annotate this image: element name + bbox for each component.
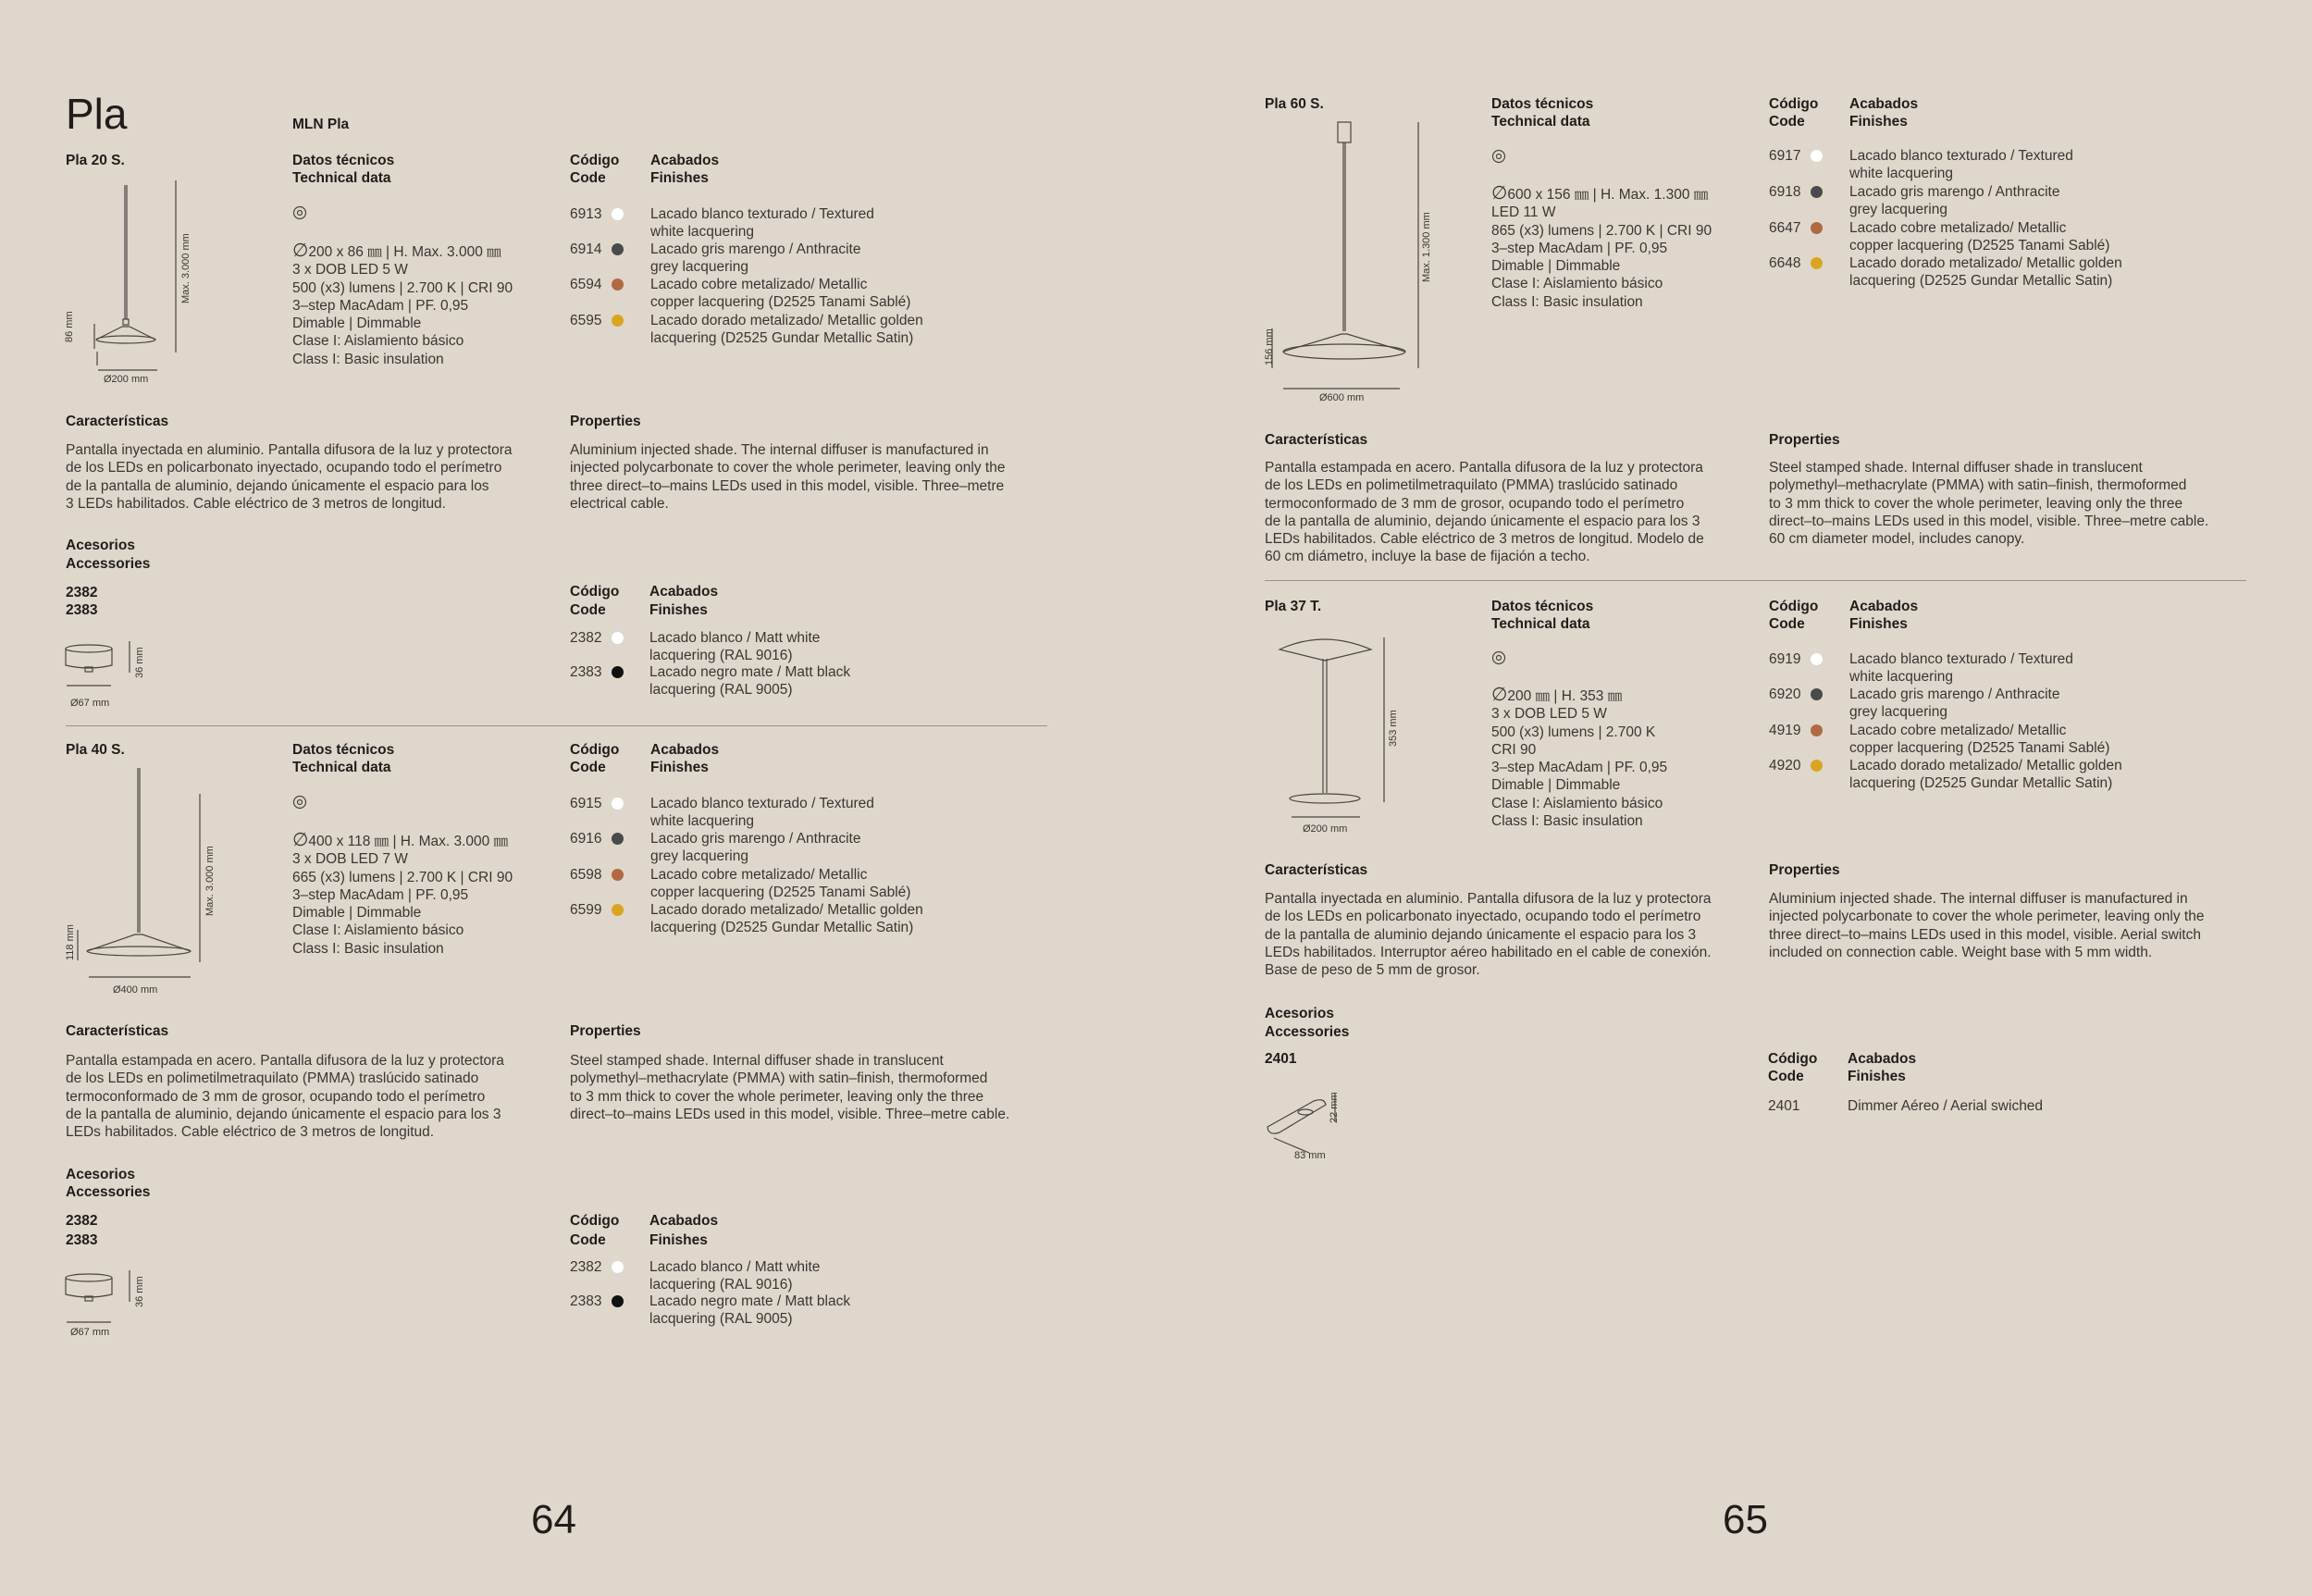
accessories-title-en: Accessories [66, 556, 151, 572]
characteristics-title: Características [66, 414, 169, 429]
accessories-title-es: Acesorios [66, 538, 135, 553]
color-swatch-copper [1811, 724, 1823, 736]
tech-line-dimensions: ∅200 x 86 ㎜ | H. Max. 3.000 ㎜ [292, 241, 501, 261]
tech-line: 3–step MacAdam | PF. 0,95 [292, 297, 469, 314]
tech-line: Clase I: Aislamiento básico [1491, 276, 1663, 292]
finish-header-en: Finishes [650, 760, 709, 775]
page-title: Pla [66, 90, 128, 138]
code-header-es: Código [570, 153, 620, 168]
tech-title-es: Datos técnicos [1491, 96, 1594, 112]
color-swatch-white [612, 798, 624, 810]
characteristics-text: Pantalla inyectada en aluminio. Pantalla difusora de la luz y protectora de los LEDs en policarbonato inyectado, ocupando todo el perímetro de la pantalla de aluminio, dejando únicamente el espacio para los 3 LEDs habilitados. Cable eléctrico de 3 metros de longitud. [66, 442, 513, 512]
product-name-pla37: Pla 37 T. [1265, 599, 1322, 614]
finish-header-en: Finishes [650, 170, 709, 186]
tech-line: Clase I: Aislamiento básico [1491, 795, 1663, 811]
tech-title-en: Technical data [1491, 114, 1590, 130]
color-swatch-copper [1811, 222, 1823, 234]
properties-title: Properties [570, 1023, 641, 1039]
dimmable-icon [1491, 149, 1506, 164]
dim-diameter: Ø67 mm [70, 698, 110, 709]
accessory-code: 2382 [66, 1213, 98, 1229]
color-swatch-copper [612, 869, 624, 881]
tech-line: Dimable | Dimmable [292, 315, 422, 332]
color-swatch-gold [1811, 760, 1823, 772]
tech-line: Class I: Basic insulation [292, 351, 444, 367]
series-name: MLN Pla [292, 117, 350, 132]
tech-title-es: Datos técnicos [292, 742, 395, 758]
dim-max: Max. 3.000 mm [180, 233, 192, 303]
tech-line: Dimable | Dimmable [292, 905, 422, 922]
tech-line: Dimable | Dimmable [1491, 777, 1621, 794]
finish-header-es: Acabados [1849, 599, 1919, 614]
dim-diameter: Ø600 mm [1319, 392, 1365, 403]
code-header-en: Code [570, 1232, 606, 1248]
tech-title-es: Datos técnicos [292, 153, 395, 168]
tech-title-es: Datos técnicos [1491, 599, 1594, 614]
color-swatch-grey [612, 243, 624, 255]
tech-line: 500 (x3) lumens | 2.700 K | CRI 90 [292, 279, 513, 296]
dim-height: 86 mm [64, 311, 75, 342]
tech-line: Class I: Basic insulation [1491, 813, 1643, 830]
finish-header-en: Finishes [649, 602, 708, 618]
dim-height: 36 mm [134, 1276, 145, 1307]
tech-data-pla20 [292, 242, 513, 368]
code-header-en: Code [570, 170, 606, 186]
tech-line: 865 (x3) lumens | 2.700 K | CRI 90 [1491, 222, 1712, 239]
accessories-title-es: Acesorios [66, 1167, 135, 1182]
color-swatch-white [612, 632, 624, 644]
properties-title: Properties [1769, 862, 1840, 878]
characteristics-title: Características [1265, 432, 1368, 448]
color-swatch-grey [612, 833, 624, 845]
divider [1265, 580, 2246, 581]
page-number: 64 [531, 1497, 576, 1542]
properties-text: Steel stamped shade. Internal diffuser shade in translucent polymethyl–methacrylate (PMMA) with satin–finish, thermoformed to 3 mm thick to cover the whole perimeter, leaving only the three direct–to–mains LEDs used in this model, visible. Three–metre cable. [570, 1053, 1010, 1122]
color-swatch-gold [1811, 257, 1823, 269]
tech-line-dimensions: ∅200 ㎜ | H. 353 ㎜ [1491, 685, 1623, 705]
dim-max: Max. 3.000 mm [204, 846, 216, 916]
color-swatch-black [612, 1295, 624, 1307]
color-swatch-grey [1811, 186, 1823, 198]
tech-line: Class I: Basic insulation [292, 940, 444, 957]
color-swatch-gold [612, 904, 624, 916]
tech-line: 3 x DOB LED 5 W [292, 262, 408, 278]
tech-line-dimensions: ∅600 x 156 ㎜ | H. Max. 1.300 ㎜ [1491, 183, 1709, 204]
code-header-en: Code [1769, 114, 1805, 130]
dim-diameter: Ø400 mm [113, 984, 158, 996]
code-header-en: Code [570, 760, 606, 775]
code-header-es: Código [1768, 1051, 1818, 1067]
tech-line: 3–step MacAdam | PF. 0,95 [1491, 760, 1668, 776]
diameter-icon: ∅ [1491, 183, 1508, 204]
finish-header-en: Finishes [1849, 114, 1908, 130]
page-number: 65 [1723, 1497, 1768, 1542]
dim-height: 22 mm [1329, 1092, 1340, 1123]
tech-line: 3 x DOB LED 5 W [1491, 706, 1607, 723]
accessory-code: 2382 [66, 585, 98, 600]
accessories-title-en: Accessories [66, 1184, 151, 1200]
properties-title: Properties [1769, 432, 1840, 448]
characteristics-title: Características [1265, 862, 1368, 878]
finish-header-es: Acabados [650, 153, 720, 168]
pla20-drawing [56, 180, 194, 389]
tech-line: LED 11 W [1491, 204, 1556, 221]
characteristics-title: Características [66, 1023, 169, 1039]
color-swatch-white [1811, 653, 1823, 665]
finish-header-es: Acabados [649, 1213, 719, 1229]
properties-text: Aluminium injected shade. The internal diffuser is manufactured in injected polycarbonate to cover the whole perimeter, leaving only the three direct–to–mains LEDs used in this model, visible. Aerial switch included on connection cable. Weight base with 5 mm width. [1769, 891, 2205, 960]
diameter-icon: ∅ [1491, 685, 1508, 705]
dim-height: 156 mm [1264, 328, 1275, 365]
tech-line: 500 (x3) lumens | 2.700 K [1491, 724, 1656, 740]
dim-diameter: Ø200 mm [1303, 823, 1348, 835]
finish-header-es: Acabados [649, 584, 719, 600]
code-header-es: Código [570, 742, 620, 758]
tech-data-pla60 [1491, 185, 1712, 311]
finish-header-en: Finishes [1848, 1069, 1906, 1084]
characteristics-text: Pantalla inyectada en aluminio. Pantalla difusora de la luz y protectora de los LEDs en policarbonato inyectado, ocupando todo el perímetro de la pantalla de aluminio dejando únicamente el espacio para los 3 LEDs habilitados. Interruptor aéreo habilitado en el cable de conexión. Base de peso de 5 mm de grosor. [1265, 891, 1712, 979]
product-name-pla20: Pla 20 S. [66, 153, 125, 168]
tech-line: Clase I: Aislamiento básico [292, 333, 464, 350]
tech-line: 3 x DOB LED 7 W [292, 851, 408, 868]
code-header-en: Code [570, 602, 606, 618]
finish-header-es: Acabados [650, 742, 720, 758]
tech-data-pla37 [1491, 687, 1667, 830]
accessories-title-en: Accessories [1265, 1024, 1350, 1040]
properties-title: Properties [570, 414, 641, 429]
dimmable-icon [292, 795, 307, 810]
properties-text: Aluminium injected shade. The internal diffuser is manufactured in injected polycarbonate to cover the whole perimeter, leaving only the three direct–to–mains LEDs used in this model, visible. Three–metre electrical cable. [570, 442, 1006, 512]
tech-title-en: Technical data [1491, 616, 1590, 632]
product-name-pla40: Pla 40 S. [66, 742, 125, 758]
color-swatch-grey [1811, 688, 1823, 700]
accessories-title-es: Acesorios [1265, 1006, 1334, 1021]
code-header-en: Code [1768, 1069, 1804, 1084]
pla40-drawing [56, 768, 213, 981]
code-header-en: Code [1769, 616, 1805, 632]
dim-height: 36 mm [134, 647, 145, 678]
divider [66, 725, 1047, 726]
color-swatch-white [1811, 150, 1823, 162]
dim-diameter: Ø67 mm [70, 1327, 110, 1338]
tech-line: 3–step MacAdam | PF. 0,95 [292, 886, 469, 903]
dim-length: 83 mm [1294, 1150, 1326, 1161]
tech-line: Class I: Basic insulation [1491, 293, 1643, 310]
tech-line: Dimable | Dimmable [1491, 258, 1621, 275]
dimmer-drawing [1263, 1092, 1355, 1157]
product-name-pla60: Pla 60 S. [1265, 96, 1324, 112]
properties-text: Steel stamped shade. Internal diffuser shade in translucent polymethyl–methacrylate (PMMA) with satin–finish, thermoformed to 3 mm thick to cover the whole perimeter, leaving only the three direct–to–mains LEDs used in this model, visible. Three–metre cable. 60 cm diameter model, includes canopy. [1769, 460, 2209, 548]
dim-height: 353 mm [1388, 710, 1399, 747]
dimmable-icon [1491, 650, 1506, 665]
color-swatch-black [612, 666, 624, 678]
tech-title-en: Technical data [292, 170, 391, 186]
color-swatch-white [612, 1261, 624, 1273]
tech-line: 665 (x3) lumens | 2.700 K | CRI 90 [292, 869, 513, 885]
tech-line: CRI 90 [1491, 741, 1537, 758]
tech-title-en: Technical data [292, 760, 391, 775]
characteristics-text: Pantalla estampada en acero. Pantalla difusora de la luz y protectora de los LEDs en polimetilmetraquilato (PMMA) traslúcido satinado termoconformado de 3 mm de grosor, ocupando todo el perímetro de la pantalla de aluminio, dejando únicamente el espacio para los 3 LEDs habilitados. Cable eléctrico de 3 metros de longitud. Modelo de 60 cm diámetro, incluye la base de fijación a techo. [1265, 460, 1704, 565]
dim-height: 118 mm [65, 924, 76, 960]
code-header-es: Código [570, 584, 620, 600]
tech-line-dimensions: ∅400 x 118 ㎜ | H. Max. 3.000 ㎜ [292, 830, 509, 850]
finish-header-es: Acabados [1849, 96, 1919, 112]
characteristics-text: Pantalla estampada en acero. Pantalla difusora de la luz y protectora de los LEDs en polimetilmetraquilato (PMMA) traslúcido satinado termoconformado de 3 mm de grosor, ocupando todo el perímetro de la pantalla de aluminio, dejando únicamente el espacio para los 3 LEDs habilitados. Cable eléctrico de 3 metros de longitud. [66, 1053, 504, 1141]
accessory-code: 2383 [66, 602, 98, 618]
code-header-es: Código [1769, 96, 1819, 112]
tech-line: 3–step MacAdam | PF. 0,95 [1491, 240, 1668, 256]
code-header-es: Código [570, 1213, 620, 1229]
accessory-code: 2401 [1265, 1051, 1297, 1067]
dim-max: Max. 1.300 mm [1421, 212, 1432, 282]
diameter-icon: ∅ [292, 830, 309, 850]
tech-line: Clase I: Aislamiento básico [292, 922, 464, 939]
dimmable-icon [292, 205, 307, 220]
pla60-drawing [1263, 120, 1429, 398]
dim-diameter: Ø200 mm [104, 374, 149, 385]
finish-header-en: Finishes [649, 1232, 708, 1248]
color-swatch-copper [612, 278, 624, 291]
code-header-es: Código [1769, 599, 1819, 614]
tech-data-pla40 [292, 832, 513, 958]
accessory-code: 2383 [66, 1232, 98, 1248]
color-swatch-gold [612, 315, 624, 327]
color-swatch-white [612, 208, 624, 220]
finish-header-es: Acabados [1848, 1051, 1917, 1067]
diameter-icon: ∅ [292, 241, 309, 261]
finish-header-en: Finishes [1849, 616, 1908, 632]
